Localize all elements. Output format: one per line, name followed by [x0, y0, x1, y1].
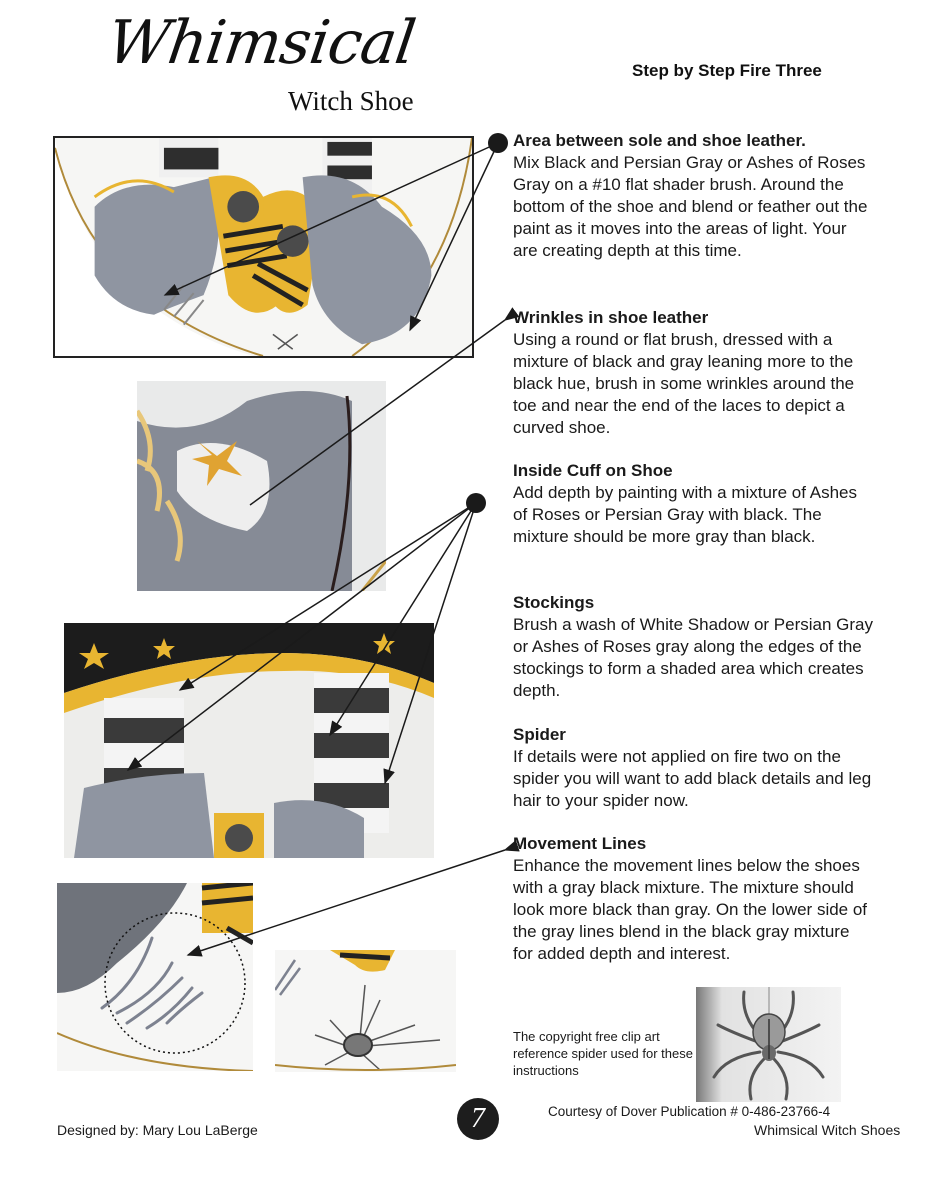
section-body: Enhance the movement lines below the shoes with a gray black mixture. The mixture should look more black than gray. On the lower side of the gray lines blend in the black gray mixture for added depth and interest.: [513, 856, 868, 963]
section-inside-cuff: [513, 460, 873, 548]
section-heading: Inside Cuff on Shoe: [513, 461, 673, 480]
section-heading: Spider: [513, 725, 566, 744]
section-body: If details were not applied on fire two on the spider you will want to add black details and leg hair to your spider now.: [513, 747, 872, 810]
section-body: Mix Black and Persian Gray or Ashes of Roses Gray on a #10 flat shader brush. Around the bottom of the shoe and blend or feather out the paint as it moves into the areas of light. Your are creating depth at this time.: [513, 153, 868, 260]
section-wrinkles: [513, 307, 873, 439]
shoe-wrinkles-photo: [137, 381, 386, 591]
section-stockings: [513, 592, 873, 702]
stockings-photo: [64, 623, 434, 858]
section-body: Brush a wash of White Shadow or Persian Gray or Ashes of Roses gray along the edges of the stockings to form a shaded area which creates depth.: [513, 615, 873, 700]
book-title: Whimsical Witch Shoes: [754, 1122, 901, 1138]
reference-spider-photo: [696, 987, 841, 1102]
spider-detail-photo: [275, 950, 456, 1072]
courtesy-credit: Courtesy of Dover Publication # 0-486-23766-4: [548, 1104, 831, 1119]
title-script: Whimsical: [103, 8, 419, 78]
section-body: Using a round or flat brush, dressed with a mixture of black and gray leaning more to the black hue, brush in some wrinkles around the toe and near the end of the laces to depict a curved shoe.: [513, 330, 855, 437]
designer-credit: Designed by: Mary Lou LaBerge: [57, 1122, 258, 1138]
section-heading: Stockings: [513, 593, 595, 612]
movement-lines-photo: [57, 883, 253, 1071]
title-subtitle: Witch Shoe: [288, 86, 414, 116]
step-label: Step by Step Fire Three: [632, 61, 822, 80]
shoes-overview-photo: [53, 136, 474, 358]
section-body: Add depth by painting with a mixture of Ashes of Roses or Persian Gray with black. The mixture should be more gray than black.: [513, 483, 857, 546]
section-spider: [513, 724, 873, 812]
callout-dot-2: [466, 493, 486, 513]
section-movement-lines: [513, 833, 873, 965]
section-sole-leather: [513, 130, 873, 262]
section-heading: Area between sole and shoe leather.: [513, 131, 806, 150]
reference-caption: The copyright free clip art reference spider used for these instructions: [513, 1029, 693, 1078]
callout-dot-1: [488, 133, 508, 153]
section-heading: Wrinkles in shoe leather: [513, 308, 709, 327]
page-number: 7: [457, 1098, 499, 1140]
section-heading: Movement Lines: [513, 834, 647, 853]
